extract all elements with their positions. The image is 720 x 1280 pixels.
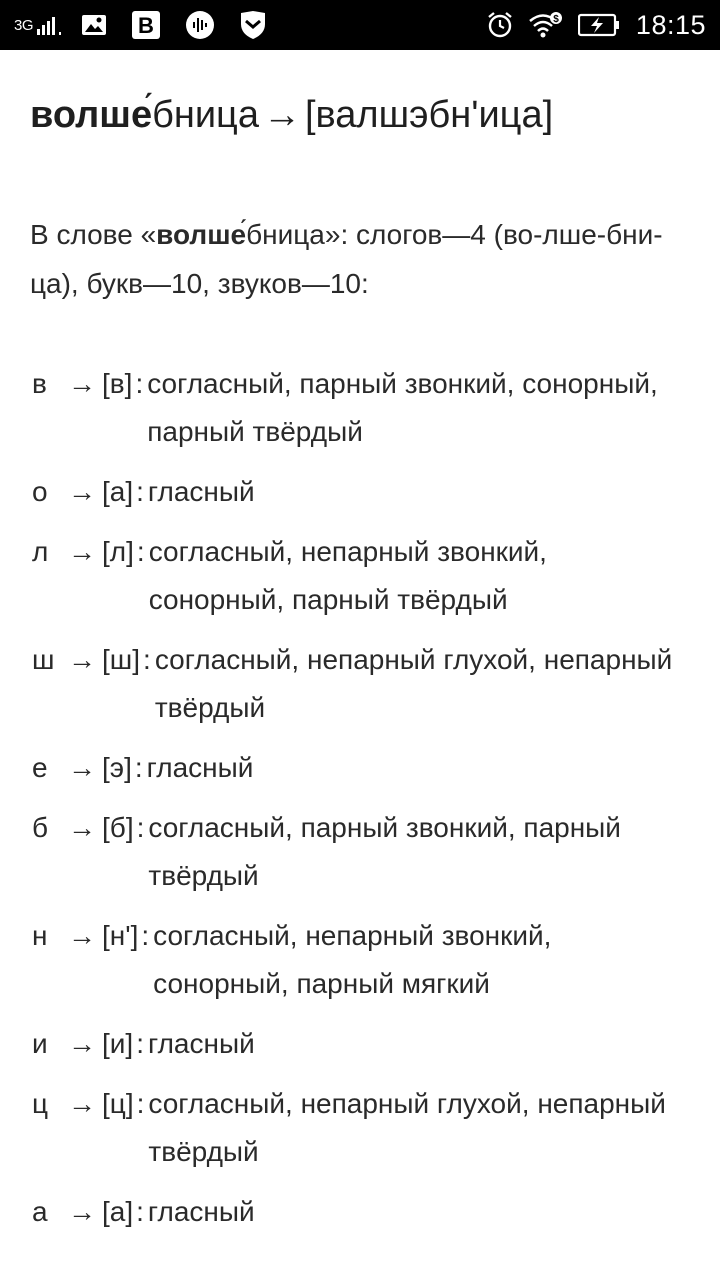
colon: : bbox=[143, 644, 151, 675]
list-item bbox=[30, 360, 690, 456]
b-app-icon bbox=[131, 10, 161, 40]
letter: о bbox=[32, 476, 48, 507]
battery-charging-icon bbox=[578, 13, 620, 37]
signal-icon bbox=[37, 15, 63, 35]
shield-icon bbox=[239, 10, 267, 40]
list-item bbox=[30, 744, 690, 792]
sound: [а] bbox=[102, 1196, 134, 1227]
list-item bbox=[30, 636, 690, 732]
sound: [и] bbox=[102, 1028, 134, 1059]
image-icon bbox=[81, 13, 107, 37]
letter-analysis-list bbox=[30, 360, 690, 1236]
sound-description: гласный bbox=[147, 1196, 255, 1227]
sound: [э] bbox=[102, 752, 132, 783]
arrow: → bbox=[68, 1196, 96, 1227]
sound-description: согласный, парный звонкий, парный твёрдый bbox=[148, 812, 621, 891]
arrow: → bbox=[68, 752, 96, 783]
arrow: → bbox=[68, 1028, 96, 1059]
headline-word-bold: волше bbox=[30, 94, 153, 136]
svg-text:$: $ bbox=[553, 14, 559, 25]
letter: е bbox=[32, 752, 48, 783]
arrow: → bbox=[68, 476, 96, 507]
letter: в bbox=[32, 368, 47, 399]
word-summary bbox=[30, 210, 670, 308]
sound: [а] bbox=[102, 476, 134, 507]
sound-description: гласный bbox=[146, 752, 254, 783]
alarm-icon bbox=[486, 11, 514, 39]
arrow: → bbox=[68, 536, 96, 567]
clock: 18:15 bbox=[635, 9, 706, 40]
sound: [б] bbox=[102, 812, 134, 843]
intro-word-rest: бница bbox=[246, 219, 325, 250]
sound: [ш] bbox=[102, 644, 141, 675]
audio-wave-icon bbox=[185, 10, 215, 40]
colon: : bbox=[136, 1196, 144, 1227]
sound-description: согласный, непарный звонкий, сонорный, парный мягкий bbox=[153, 920, 552, 999]
sound-description: согласный, парный звонкий, сонорный, парный твёрдый bbox=[147, 368, 658, 447]
list-item bbox=[30, 468, 690, 516]
arrow: → bbox=[68, 812, 96, 843]
sound: [л] bbox=[102, 536, 134, 567]
list-item bbox=[30, 528, 690, 624]
arrow: → bbox=[68, 644, 96, 675]
network-type: 3G bbox=[14, 16, 34, 34]
intro-prefix: В слове « bbox=[30, 219, 157, 250]
status-bar-right bbox=[486, 0, 706, 50]
sound: [н'] bbox=[102, 920, 139, 951]
status-bar bbox=[0, 0, 720, 50]
letter: ц bbox=[32, 1088, 49, 1119]
letter: а bbox=[32, 1196, 48, 1227]
sound: [ц] bbox=[102, 1088, 134, 1119]
colon: : bbox=[136, 536, 145, 567]
colon: : bbox=[136, 1088, 145, 1119]
svg-text:B: B bbox=[138, 13, 154, 38]
letter: и bbox=[32, 1028, 48, 1059]
list-item bbox=[30, 1188, 690, 1236]
intro-word-bold: волше bbox=[156, 219, 247, 250]
sound-description: согласный, непарный глухой, непарный твёрдый bbox=[154, 644, 673, 723]
wifi-icon bbox=[528, 11, 562, 39]
colon: : bbox=[141, 920, 150, 951]
arrow: → bbox=[68, 920, 96, 951]
intro-suffix: »: слогов—4 (во-лше-бни-ца), букв—10, звуков—10: bbox=[30, 219, 663, 299]
colon: : bbox=[136, 1028, 144, 1059]
arrow: → bbox=[68, 368, 96, 399]
colon: : bbox=[134, 752, 143, 783]
letter: н bbox=[32, 920, 48, 951]
arrow: → bbox=[68, 1088, 96, 1119]
list-item bbox=[30, 804, 690, 900]
sound-description: согласный, непарный звонкий, сонорный, парный твёрдый bbox=[148, 536, 547, 615]
sound-description: гласный bbox=[147, 1028, 255, 1059]
list-item bbox=[30, 1080, 690, 1176]
letter: б bbox=[32, 812, 49, 843]
letter: ш bbox=[32, 644, 55, 675]
letter: л bbox=[32, 536, 49, 567]
list-item bbox=[30, 912, 690, 1008]
sound-description: гласный bbox=[147, 476, 255, 507]
colon: : bbox=[136, 812, 145, 843]
word-headline bbox=[30, 88, 553, 142]
headline-transcription: [валшэбн'ица] bbox=[304, 94, 554, 136]
status-bar-left bbox=[14, 0, 291, 50]
colon: : bbox=[136, 476, 144, 507]
colon: : bbox=[135, 368, 144, 399]
sound-description: согласный, непарный глухой, непарный твёрдый bbox=[148, 1088, 666, 1167]
headline-word-rest: бница bbox=[152, 94, 259, 136]
headline-arrow: → bbox=[262, 94, 301, 136]
list-item bbox=[30, 1020, 690, 1068]
sound: [в] bbox=[102, 368, 133, 399]
